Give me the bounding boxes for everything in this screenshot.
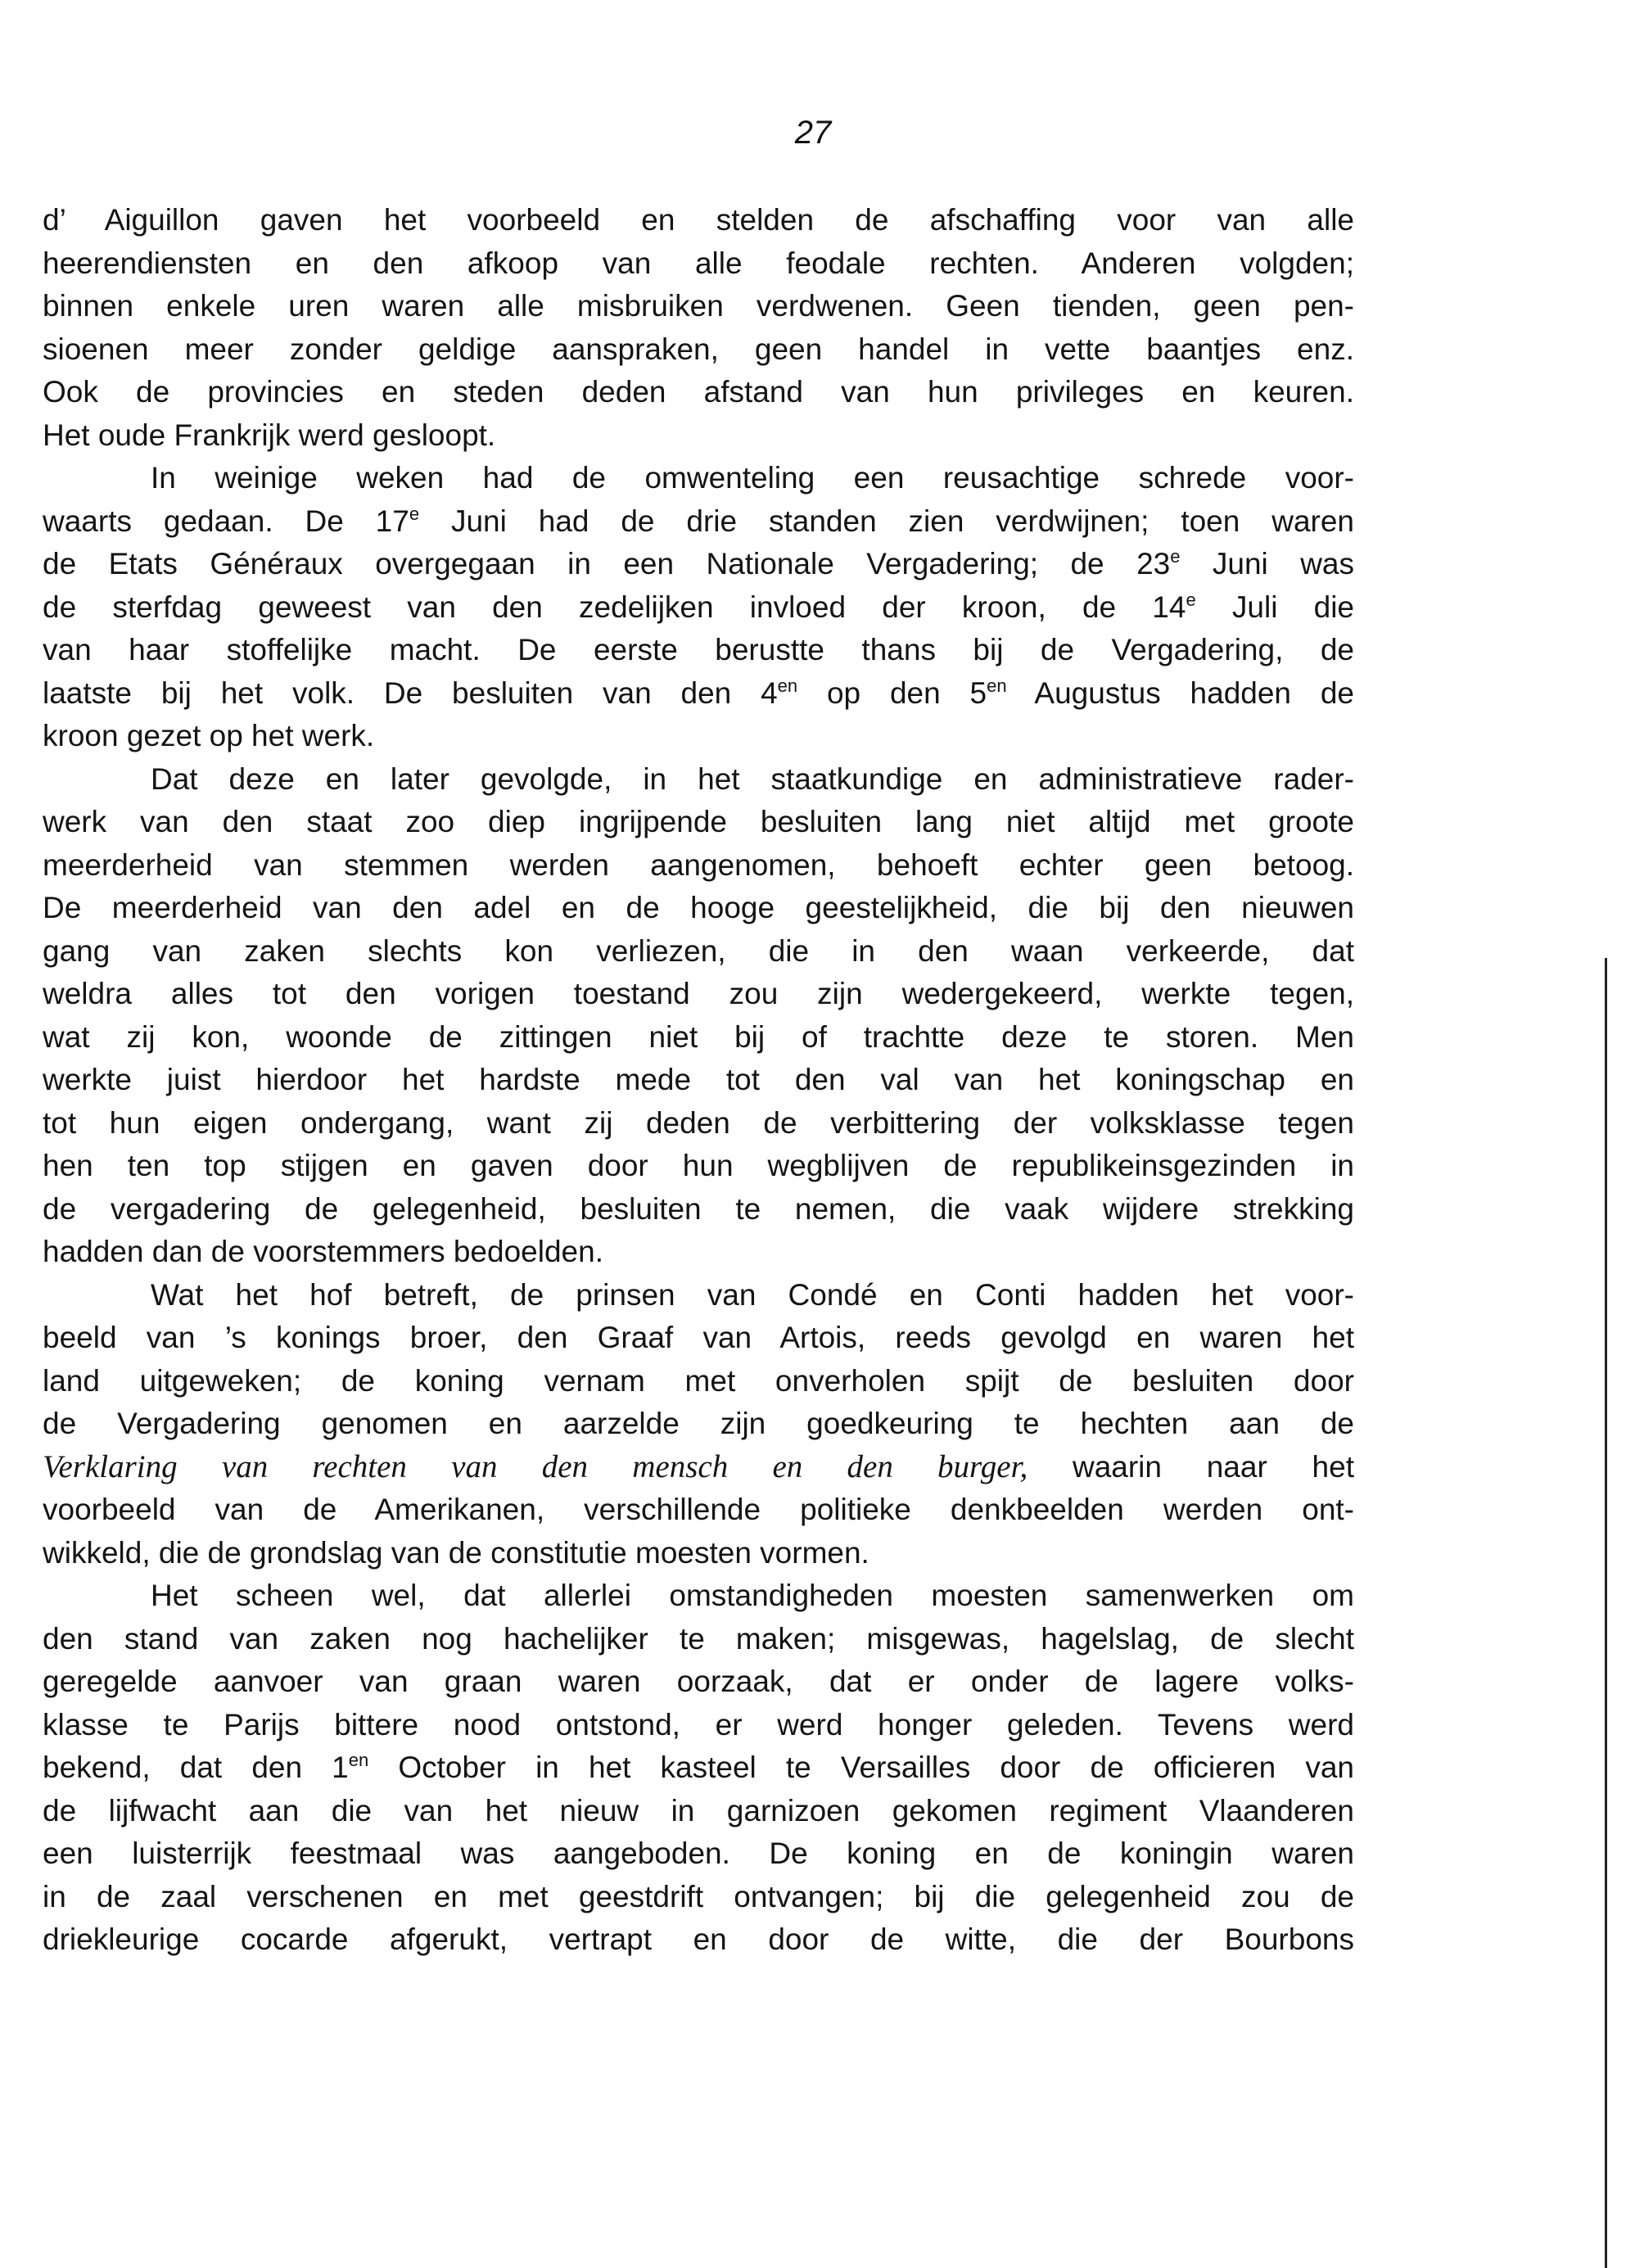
text-segment: van haar stoffelijke macht. De eerste berustte thans bij de Vergadering, de bbox=[43, 633, 1354, 666]
text-line bbox=[43, 844, 1354, 888]
text-line bbox=[43, 1231, 1354, 1274]
text-line bbox=[43, 328, 1354, 372]
text-segment: voorbeeld van de Amerikanen, verschillende politieke denkbeelden werden ont- bbox=[43, 1493, 1354, 1526]
text-line bbox=[43, 1403, 1354, 1446]
text-segment: op den 5 bbox=[797, 675, 987, 710]
paragraph bbox=[43, 199, 1354, 457]
superscript: e bbox=[409, 503, 420, 524]
text-segment: de vergadering de gelegenheid, besluiten te nemen, die vaak wijdere strekking bbox=[43, 1191, 1354, 1226]
text-segment: beeld van ’s konings broer, den Graaf van Artois, reeds gevolgd en waren het bbox=[43, 1321, 1354, 1354]
text-segment: binnen enkele uren waren alle misbruiken verdwenen. Geen tienden, geen pen- bbox=[43, 289, 1354, 323]
text-line bbox=[43, 242, 1354, 286]
text-line bbox=[43, 1102, 1354, 1145]
text-segment: de lijfwacht aan die van het nieuw in garnizoen gekomen regiment Vlaanderen bbox=[43, 1793, 1354, 1828]
text-line bbox=[43, 1618, 1354, 1661]
text-segment: in de zaal verschenen en met geestdrift ontvangen; bij die gelegenheid zou de bbox=[43, 1879, 1354, 1913]
text-line bbox=[43, 371, 1354, 414]
text-segment: driekleurige cocarde afgerukt, vertrapt en door de witte, die der Bourbons bbox=[43, 1922, 1354, 1956]
text-segment: Juni had de drie standen zien verdwijnen; toen waren bbox=[419, 504, 1355, 538]
text-segment: bekend, dat den 1 bbox=[43, 1751, 349, 1784]
text-line bbox=[43, 543, 1354, 586]
text-segment: de sterfdag geweest van den zedelijken invloed der kroon, de 14 bbox=[43, 590, 1186, 624]
text-segment: waarts gedaan. De 17 bbox=[43, 504, 409, 538]
superscript: e bbox=[1170, 546, 1181, 567]
text-line bbox=[43, 199, 1354, 242]
text-line bbox=[43, 629, 1354, 672]
text-segment: October in het kasteel te Versailles door de officieren van bbox=[368, 1751, 1354, 1784]
text-line bbox=[43, 586, 1354, 630]
superscript: en bbox=[987, 675, 1007, 696]
text-segment: hen ten top stijgen en gaven door hun wegblijven de republikeinsgezinden in bbox=[43, 1149, 1354, 1182]
text-segment: geregelde aanvoer van graan waren oorzaak, dat er onder de lagere volks- bbox=[43, 1665, 1354, 1698]
text-segment: d’ Aiguillon gaven het voorbeeld en stelden de afschaffing voor van alle bbox=[43, 203, 1354, 237]
italic-title: Verklaring van rechten van den mensch en den burger, bbox=[43, 1448, 1028, 1484]
text-segment: de Etats Généraux overgegaan in een Nationale Vergadering; de 23 bbox=[43, 547, 1171, 581]
text-segment: In weinige weken had de omwenteling een reusachtige schrede voor- bbox=[151, 461, 1354, 495]
text-line bbox=[43, 1059, 1354, 1102]
text-line bbox=[43, 1704, 1354, 1747]
text-line bbox=[43, 801, 1354, 844]
text-line bbox=[43, 930, 1354, 974]
body-text bbox=[43, 199, 1354, 1962]
text-segment: meerderheid van stemmen werden aangenomen, behoeft echter geen betoog. bbox=[43, 847, 1354, 882]
text-segment: land uitgeweken; de koning vernam met onverholen spijt de besluiten door bbox=[43, 1363, 1354, 1398]
text-segment: Juli die bbox=[1195, 590, 1355, 624]
text-line bbox=[43, 672, 1354, 716]
text-segment: klasse te Parijs bittere nood ontstond, er werd honger geleden. Tevens werd bbox=[43, 1707, 1354, 1742]
text-segment: hadden dan de voorstemmers bedoelden. bbox=[43, 1235, 603, 1268]
text-segment: Het oude Frankrijk werd gesloopt. bbox=[43, 418, 496, 452]
text-segment: waarin naar het bbox=[1028, 1449, 1354, 1484]
page-edge-divider bbox=[1605, 958, 1607, 2268]
text-segment: wikkeld, die de grondslag van de constitutie moesten vormen. bbox=[43, 1535, 869, 1570]
text-segment: laatste bij het volk. De besluiten van den 4 bbox=[43, 675, 778, 710]
text-line bbox=[43, 1876, 1354, 1919]
text-segment: Het scheen wel, dat allerlei omstandigheden moesten samenwerken om bbox=[151, 1579, 1354, 1612]
text-segment: Augustus hadden de bbox=[1006, 675, 1354, 710]
text-line bbox=[43, 1446, 1354, 1489]
text-segment: werk van den staat zoo diep ingrijpende besluiten lang niet altijd met groote bbox=[43, 805, 1354, 838]
text-line bbox=[43, 887, 1354, 930]
paragraph bbox=[43, 457, 1354, 758]
text-line bbox=[43, 1274, 1354, 1317]
text-line bbox=[43, 758, 1354, 802]
text-segment: Dat deze en later gevolgde, in het staatkundige en administratieve rader- bbox=[151, 761, 1354, 796]
text-line bbox=[43, 1016, 1354, 1059]
superscript: en bbox=[777, 675, 798, 696]
text-line bbox=[43, 414, 1354, 458]
text-segment: een luisterrijk feestmaal was aangeboden. De koning en de koningin waren bbox=[43, 1837, 1354, 1870]
text-segment: gang van zaken slechts kon verliezen, die in den waan verkeerde, dat bbox=[43, 933, 1354, 968]
text-segment: werkte juist hierdoor het hardste mede tot den val van het koningschap en bbox=[43, 1063, 1354, 1096]
text-line bbox=[43, 1832, 1354, 1876]
paragraph bbox=[43, 758, 1354, 1274]
text-line bbox=[43, 285, 1354, 328]
text-segment: weldra alles tot den vorigen toestand zou zijn wedergekeerd, werkte tegen, bbox=[43, 977, 1354, 1010]
page-number: 27 bbox=[794, 115, 832, 151]
text-line bbox=[43, 1532, 1354, 1575]
text-segment: kroon gezet op het werk. bbox=[43, 719, 375, 752]
text-segment: Juni was bbox=[1180, 547, 1354, 581]
text-line bbox=[43, 1918, 1354, 1962]
text-line bbox=[43, 1317, 1354, 1360]
text-line bbox=[43, 500, 1354, 544]
superscript: e bbox=[1186, 589, 1196, 610]
text-line bbox=[43, 1360, 1354, 1403]
text-segment: de Vergadering genomen en aarzelde zijn goedkeuring te hechten aan de bbox=[43, 1407, 1354, 1440]
text-line bbox=[43, 715, 1354, 758]
text-segment: sioenen meer zonder geldige aanspraken, geen handel in vette baantjes enz. bbox=[43, 332, 1354, 366]
text-segment: den stand van zaken nog hachelijker te maken; misgewas, hagelslag, de slecht bbox=[43, 1621, 1354, 1656]
text-segment: Ook de provincies en steden deden afstand van hun privileges en keuren. bbox=[43, 375, 1354, 409]
text-line bbox=[43, 1790, 1354, 1833]
text-line bbox=[43, 457, 1354, 500]
text-line bbox=[43, 1188, 1354, 1231]
text-line bbox=[43, 1489, 1354, 1532]
text-line bbox=[43, 1660, 1354, 1704]
paragraph bbox=[43, 1574, 1354, 1962]
text-segment: tot hun eigen ondergang, want zij deden de verbittering der volksklasse tegen bbox=[43, 1105, 1354, 1140]
text-segment: heerendiensten en den afkoop van alle feodale rechten. Anderen volgden; bbox=[43, 246, 1354, 280]
text-line bbox=[43, 1145, 1354, 1188]
text-line bbox=[43, 1746, 1354, 1790]
superscript: en bbox=[348, 1750, 369, 1770]
text-segment: wat zij kon, woonde de zittingen niet bij of trachtte deze te storen. Men bbox=[43, 1019, 1354, 1054]
paragraph bbox=[43, 1274, 1354, 1575]
text-line bbox=[43, 1574, 1354, 1618]
text-line bbox=[43, 973, 1354, 1016]
text-segment: Wat het hof betreft, de prinsen van Condé en Conti hadden het voor- bbox=[151, 1277, 1354, 1312]
text-segment: De meerderheid van den adel en de hooge geestelijkheid, die bij den nieuwen bbox=[43, 891, 1354, 924]
